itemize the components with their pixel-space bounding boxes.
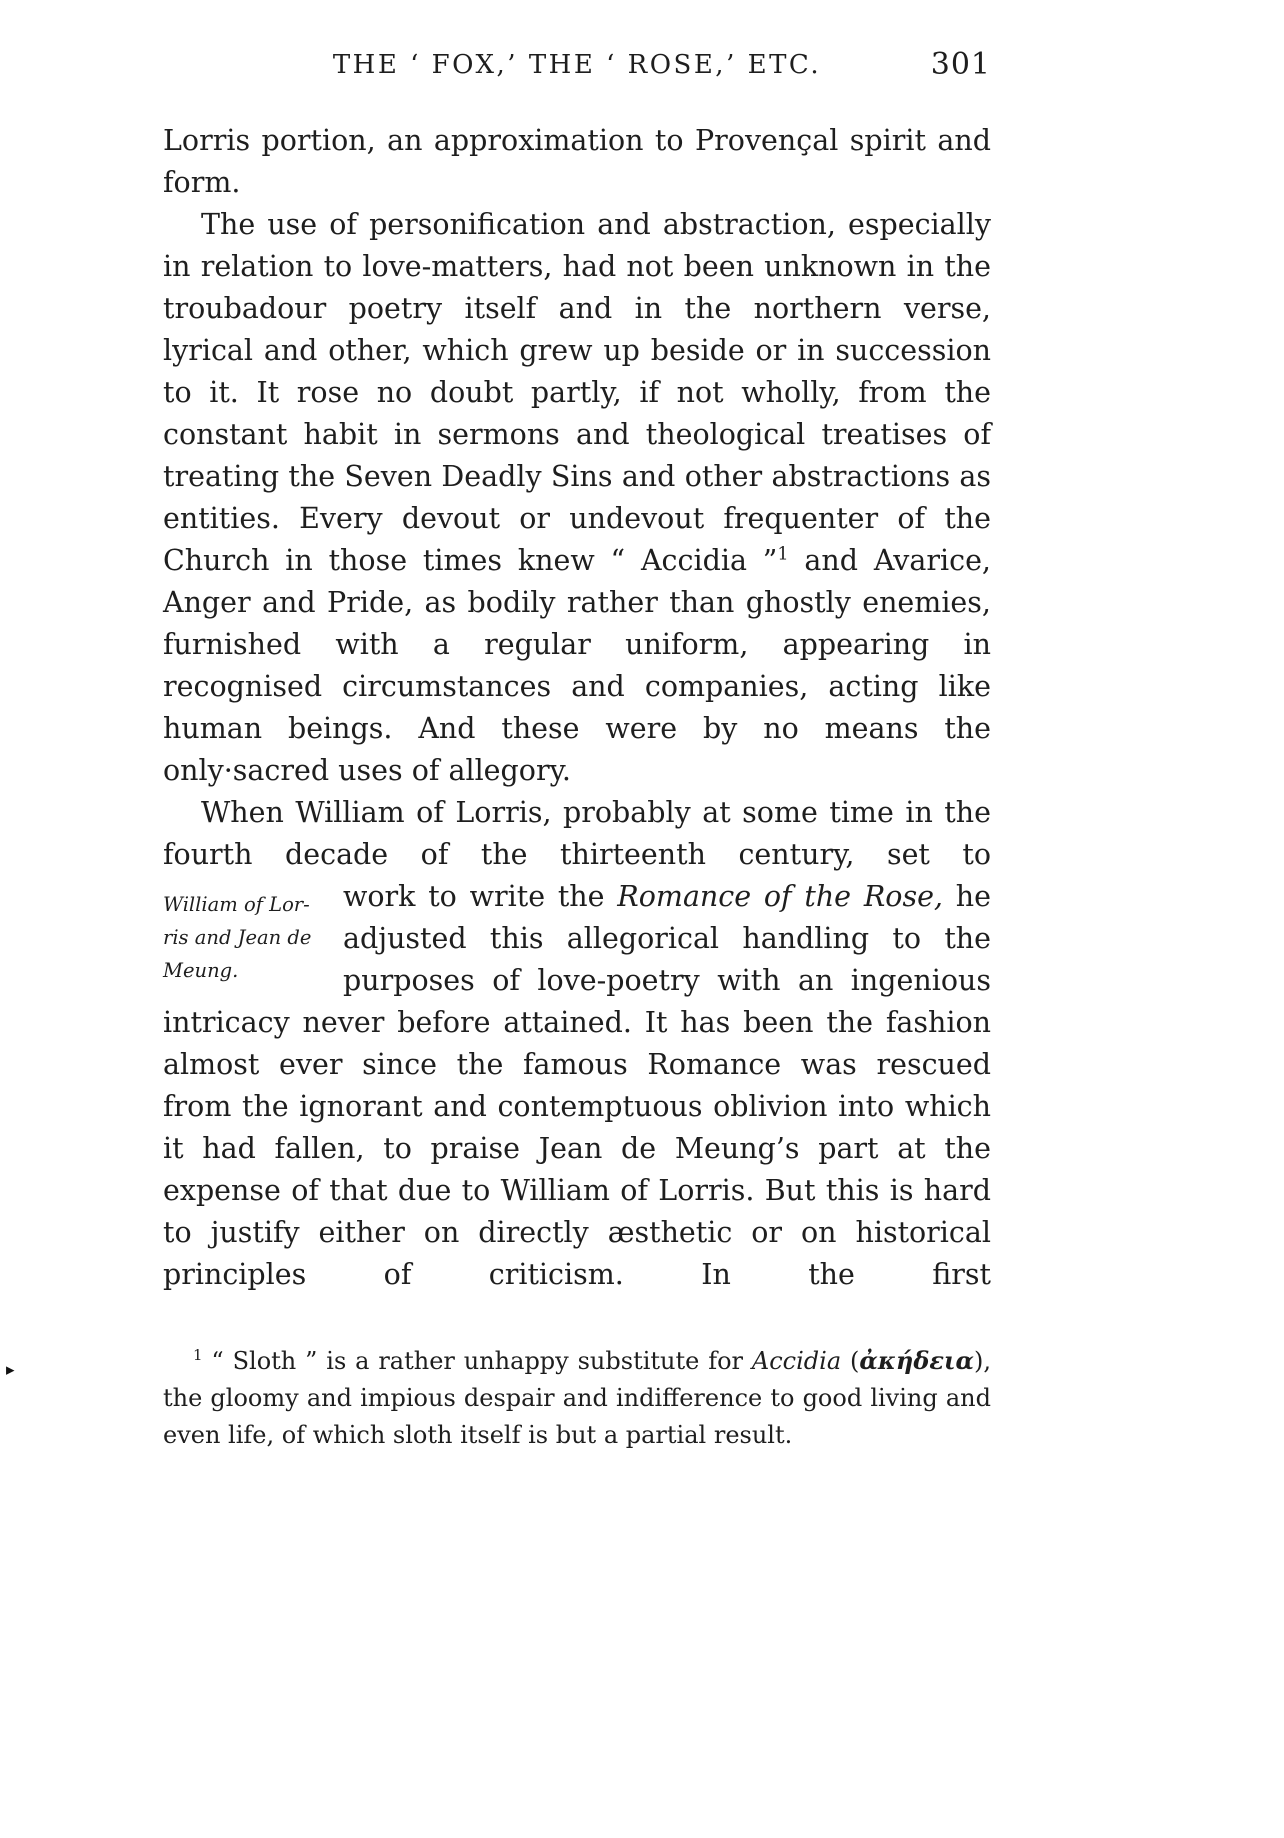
paragraph-1: Lorris portion, an approximation to Provençal spirit and form. [163,124,991,199]
page-number: 301 [930,47,991,82]
footnote-term-italic: Accidia [751,1347,842,1375]
text-block [163,47,991,1454]
paragraph-3-beside-sidenote [343,876,991,1002]
sidenote [163,876,343,987]
paragraph-3-start: When William of Lorris, probably at some time in the fourth decade of the thirteenth century, set to [163,796,991,871]
paragraph-3-end: intricacy never before attained. It has been the fashion almost ever since the famous Romance was rescued from the ignorant and contemptuous oblivion into which it had fallen, to praise Jean de Meung’s part at the expense of that due to William of Lorris. But this is hard to justify either on directly æsthetic or on historical principles of criticism. In the first [163,1006,991,1291]
paragraph-2-text: The use of personification and abstraction, especially in relation to love-matters, had not been unknown in the troubadour poetry itself and in the northern verse, lyrical and other, which grew up beside or in succession to it. It rose no doubt partly, if not wholly, from the constant habit in sermons and theological treatises of treating the Seven Deadly Sins and other abstractions as entities. Every devout or undevout frequenter of the Church in those times knew “ Accidia ” [163,208,991,577]
paragraph-2 [163,204,991,792]
sidenote-line-3: Meung. [163,959,239,982]
paragraph-2-text-cont: and Avarice, Anger and Pride, as bodily rather than ghostly enemies, furnished with a regular uniform, appearing in recognised circumstances and companies, acting like human beings. And these were by no means the only·sacred uses of allegory. [163,544,991,787]
paragraph-3-text: work to write the [343,880,618,913]
body-text [163,120,991,1296]
footnote-marker: 1 [193,1346,203,1364]
footnote-reference: 1 [777,544,789,565]
footnote-text-c: ), the gloomy and impious despair and indifference to good living and even life, of which sloth itself is but a partial result. [163,1347,991,1449]
header-title: THE ‘ FOX,’ THE ‘ ROSE,’ ETC. [332,50,822,80]
sidenote-row [163,876,991,1002]
paragraph-3-text-cont: he adjusted this allegorical handling to the purposes of love-poetry with an ingenious [343,880,991,997]
book-title-italic: Romance of the Rose, [617,880,943,913]
footnote [163,1342,991,1454]
margin-mark: ▸ [6,1360,15,1380]
sidenote-line-1: William of Lor- [163,893,310,916]
sidenote-line-2: ris and Jean de [163,926,312,949]
footnote-text-a: “ Sloth ” is a rather unhappy substitute for [202,1347,752,1375]
footnote-text-b: ( [841,1347,860,1375]
running-header [163,47,991,82]
footnote-greek-term: ἀκήδεια [859,1346,974,1375]
